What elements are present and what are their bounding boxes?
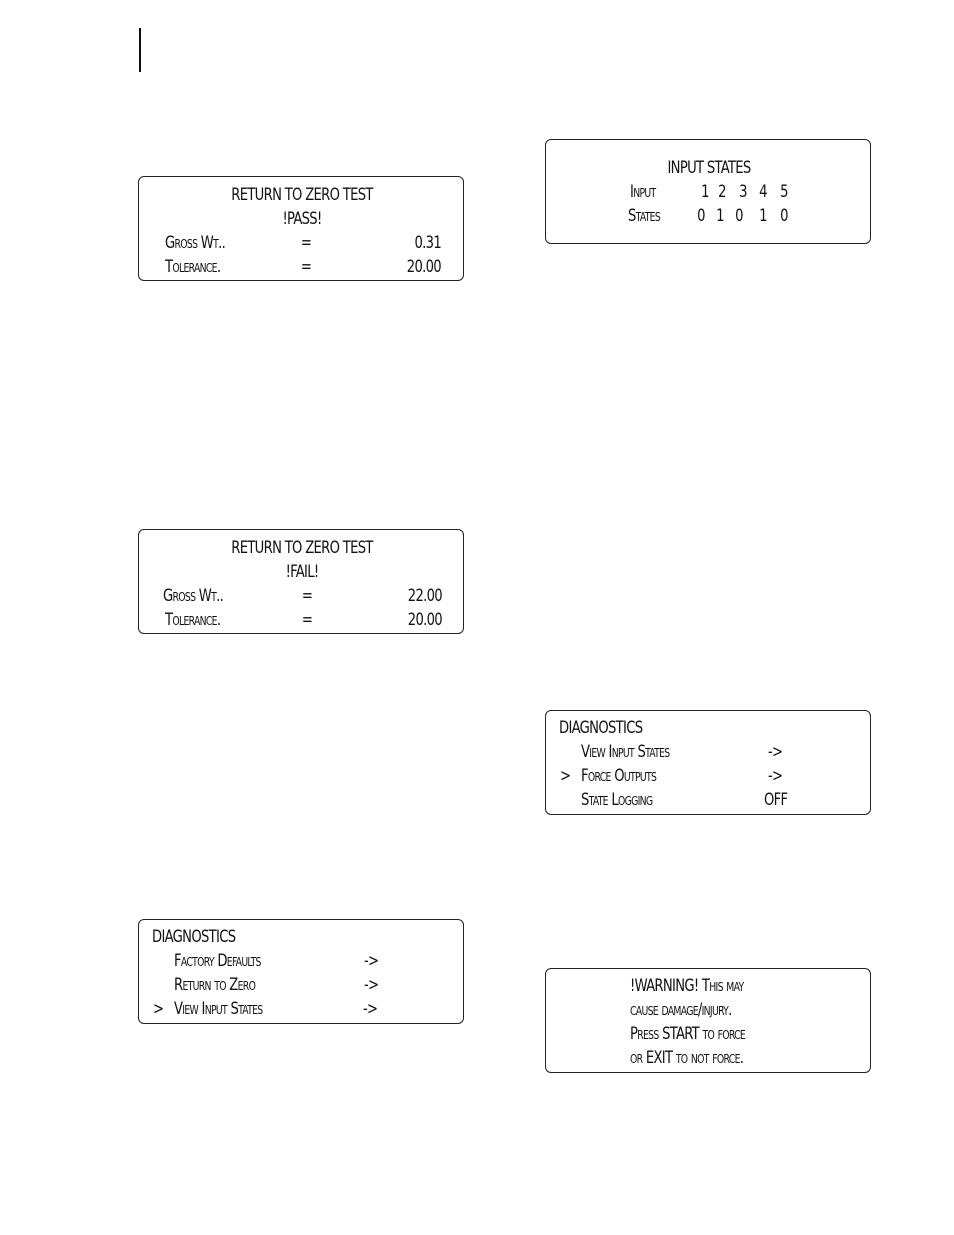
lcd-force-warning — [545, 968, 871, 1073]
gross-weight-label: Gross Wt.. — [165, 233, 226, 253]
equals-sign: = — [300, 257, 312, 277]
lcd-title: RETURN TO ZERO TEST — [231, 185, 373, 205]
state-value-3: 0 — [735, 206, 743, 226]
equals-sign: = — [301, 586, 313, 606]
test-status: !FAIL! — [285, 562, 319, 582]
menu-item-view-input-states[interactable]: View Input States — [581, 742, 670, 762]
warning-line-4: or EXIT to not force. — [630, 1048, 744, 1068]
lcd-title: RETURN TO ZERO TEST — [231, 538, 373, 558]
equals-sign: = — [301, 610, 313, 630]
tolerance-value: 20.00 — [407, 610, 442, 630]
warning-line-1: !WARNING! This may — [630, 976, 744, 996]
lcd-title: DIAGNOSTICS — [152, 927, 236, 947]
lcd-return-to-zero-pass — [138, 176, 464, 281]
menu-item-return-to-zero[interactable]: Return to Zero — [174, 975, 256, 995]
warning-line-3: Press START to force — [630, 1024, 746, 1044]
menu-arrow: -> — [768, 766, 783, 786]
tolerance-label: Tolerance. — [165, 610, 221, 630]
lcd-title: INPUT STATES — [667, 158, 751, 178]
lcd-input-states — [545, 139, 871, 244]
lcd-diagnostics-menu-2 — [545, 710, 871, 815]
lcd-return-to-zero-fail — [138, 529, 464, 634]
menu-item-force-outputs[interactable]: Force Outputs — [581, 766, 657, 786]
state-value-5: 0 — [780, 206, 788, 226]
test-status: !PASS! — [282, 209, 322, 229]
menu-item-view-input-states[interactable]: View Input States — [174, 999, 263, 1019]
selection-cursor: > — [560, 766, 571, 786]
input-number-4: 4 — [759, 182, 767, 202]
menu-arrow: -> — [768, 742, 783, 762]
warning-line-2: cause damage/injury. — [630, 1000, 732, 1020]
lcd-title: DIAGNOSTICS — [559, 718, 643, 738]
state-logging-value: OFF — [764, 790, 788, 810]
state-value-4: 1 — [759, 206, 767, 226]
states-label: States — [628, 206, 661, 226]
selection-cursor: > — [153, 999, 164, 1019]
input-label: Input — [630, 182, 656, 202]
input-number-1: 1 — [701, 182, 709, 202]
state-value-2: 1 — [716, 206, 724, 226]
lcd-diagnostics-menu-1 — [138, 919, 464, 1024]
tolerance-label: Tolerance. — [165, 257, 221, 277]
menu-item-state-logging[interactable]: State Logging — [581, 790, 653, 810]
gross-weight-value: 0.31 — [414, 233, 441, 253]
menu-arrow: -> — [364, 975, 379, 995]
state-value-1: 0 — [697, 206, 705, 226]
tolerance-value: 20.00 — [406, 257, 441, 277]
gross-weight-value: 22.00 — [407, 586, 442, 606]
input-number-3: 3 — [739, 182, 747, 202]
gross-weight-label: Gross Wt.. — [163, 586, 224, 606]
menu-arrow: -> — [364, 951, 379, 971]
input-number-2: 2 — [718, 182, 726, 202]
input-number-5: 5 — [780, 182, 788, 202]
menu-item-factory-defaults[interactable]: Factory Defaults — [174, 951, 261, 971]
equals-sign: = — [300, 233, 312, 253]
page-margin-rule — [139, 28, 141, 72]
menu-arrow: -> — [363, 999, 378, 1019]
